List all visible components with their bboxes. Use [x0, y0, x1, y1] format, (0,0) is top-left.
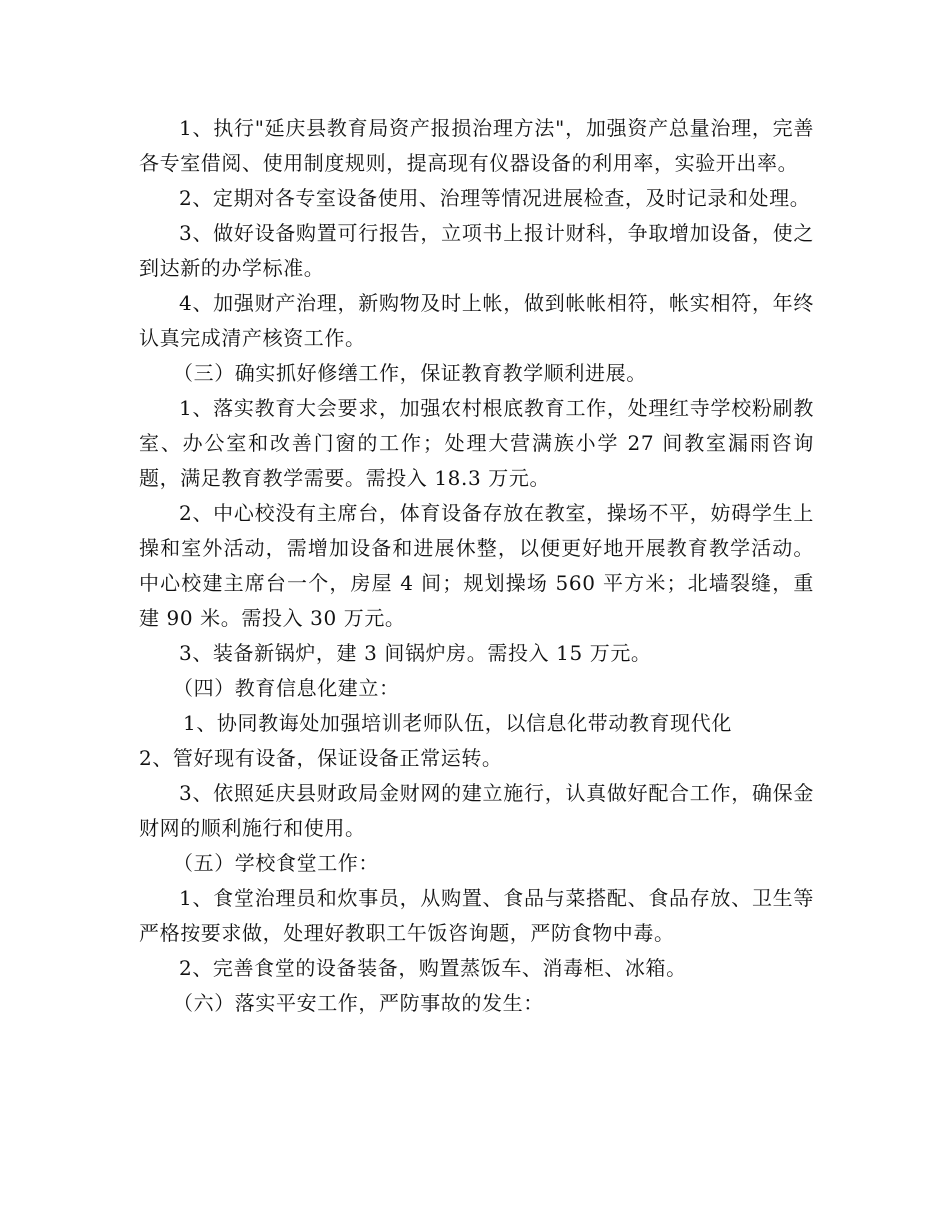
paragraph-1: 1、执行"延庆县教育局资产报损治理方法"，加强资产总量治理，完善各专室借阅、使用制度规则，提高现有仪器设备的利用率，实验开出率。 [139, 116, 814, 175]
paragraph-8: 1、协同教诲处加强培训老师队伍，以信息化带动教育现代化 [183, 711, 732, 735]
paragraph-11: 1、食堂治理员和炊事员，从购置、食品与菜搭配、食品存放、卫生等严格按要求做，处理好教职工午饭咨询题，严防食物中毒。 [139, 886, 814, 945]
paragraph-7: 3、装备新锅炉，建 3 间锅炉房。需投入 15 万元。 [179, 641, 652, 665]
section-heading-4: （四）教育信息化建立： [173, 676, 400, 700]
section-heading-5: （五）学校食堂工作： [173, 851, 379, 875]
paragraph-10: 3、依照延庆县财政局金财网的建立施行，认真做好配合工作，确保金财网的顺利施行和使用。 [139, 781, 814, 840]
paragraph-4: 4、加强财产治理，新购物及时上帐，做到帐帐相符，帐实相符，年终认真完成清产核资工作。 [139, 291, 814, 350]
paragraph-6: 2、中心校没有主席台，体育设备存放在教室，操场不平，妨碍学生上操和室外活动，需增加设备和进展休整，以便更好地开展教育教学活动。中心校建主席台一个，房屋 4 间；规划操场 560 平方米；北墙裂缝，重建 90 米。需投入 30 万元。 [139, 501, 814, 630]
document-page [139, 111, 814, 1021]
paragraph-3: 3、做好设备购置可行报告，立项书上报计财科，争取增加设备，使之到达新的办学标准。 [139, 221, 814, 280]
paragraph-9: 2、管好现有设备，保证设备正常运转。 [139, 746, 503, 770]
paragraph-5: 1、落实教育大会要求，加强农村根底教育工作，处理红寺学校粉刷教室、办公室和改善门窗的工作；处理大营满族小学 27 间教室漏雨咨询题，满足教育教学需要。需投入 18.3 万元。 [139, 396, 814, 490]
paragraph-12: 2、完善食堂的设备装备，购置蒸饭车、消毒柜、冰箱。 [179, 956, 687, 980]
section-heading-3: （三）确实抓好修缮工作，保证教育教学顺利进展。 [173, 361, 647, 385]
section-heading-6: （六）落实平安工作，严防事故的发生： [173, 991, 544, 1015]
paragraph-2: 2、定期对各专室设备使用、治理等情况进展检查，及时记录和处理。 [179, 186, 811, 210]
